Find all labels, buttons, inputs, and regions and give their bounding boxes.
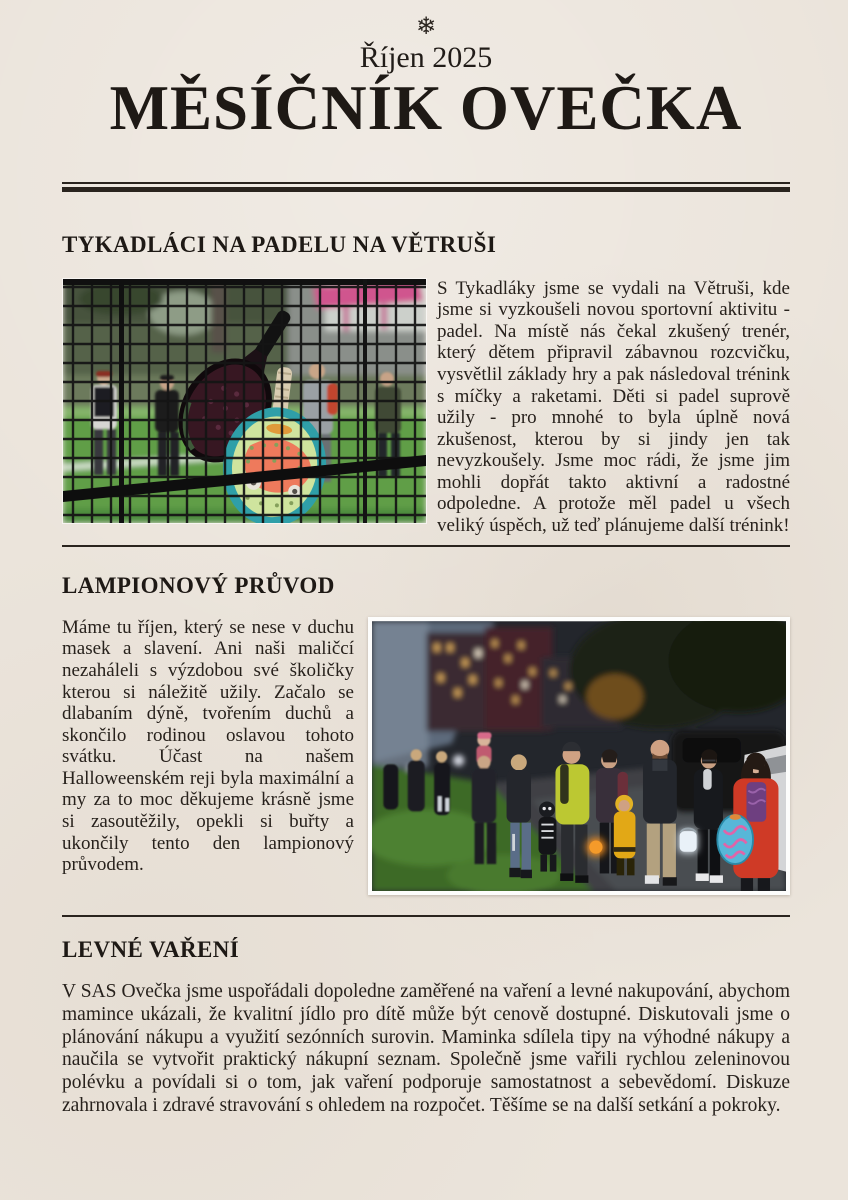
section-body-lanterns: Máme tu říjen, který se nese v duchu masek a slavení. Ani naši maličcí nezaháleli s výzdobou své školičky kterou si náležitě užily. Začalo se dlabaním dýně, tvořením duchů a skončilo rodinou oslavou tohoto svátku. Účast na našem Halloweenském reji byla maximální a my za to moc děkujeme krásně jsme si zasoutěžily, opekli si buřty a ukončily tento den lampionový průvodem. <box>62 616 354 876</box>
section-lanterns <box>62 573 790 896</box>
section-padel <box>62 232 790 536</box>
section-divider <box>62 915 790 917</box>
padel-court-photo <box>62 278 427 524</box>
masthead <box>62 14 790 192</box>
section-cooking <box>62 937 790 1118</box>
section-heading-lanterns: LAMPIONOVÝ PRŮVOD <box>62 572 335 598</box>
issue-date: Říjen 2025 <box>359 41 493 74</box>
masthead-double-rule <box>62 182 790 192</box>
section-heading-cooking: LEVNÉ VAŘENÍ <box>62 936 240 962</box>
lantern-parade-photo <box>368 617 790 896</box>
page-title: MĚSÍČNÍK OVEČKA <box>109 73 743 143</box>
section-body-cooking: V SAS Ovečka jsme uspořádali dopoledne zaměřené na vaření a levné nakupování, abychom mamince ukázali, že kvalitní jídlo pro dítě může být cenově dostupné. Diskutovali jsme o plánování nákupu a využití sezónních surovin. Maminka sdílela tipy na výhodné nákupy a naučila se vytvořit praktický nákupní seznam. Společně jsme vařili rychlou zeleninovou polévku a povídali si o tom, jak vaření podporuje samostatnost a sebevědomí. Diskuze zahrnovala i zdravé stravování s ohledem na rozpočet. Těšíme se na další setkání a pokroky. <box>62 980 790 1116</box>
section-divider <box>62 545 790 547</box>
section-heading-padel: TYKADLÁCI NA PADELU NA VĚTRUŠI <box>62 232 497 258</box>
section-body-padel: S Tykadláky jsme se vydali na Větruši, kde jsme si vyzkoušeli novou sportovní aktivitu - padel. Na místě nás čekal zkušený trenér, který dětem připravil zábavnou rozcvičku, vysvětlil základy hry a pak následoval trénink s míčky a raketami. Děti si padel suprově užily - pro mnohé to byla úplně nová zkušenost, kterou by si jindy jen tak nevyzkoušely. Jsme moc rádi, že jsme jim mohli dopřát takto aktivní a radostné odpoledne. A protože měl padel u všech veliký úspěch, už teď plánujeme další trénink! <box>437 277 790 536</box>
snowflake-icon: ❄ <box>415 12 437 40</box>
